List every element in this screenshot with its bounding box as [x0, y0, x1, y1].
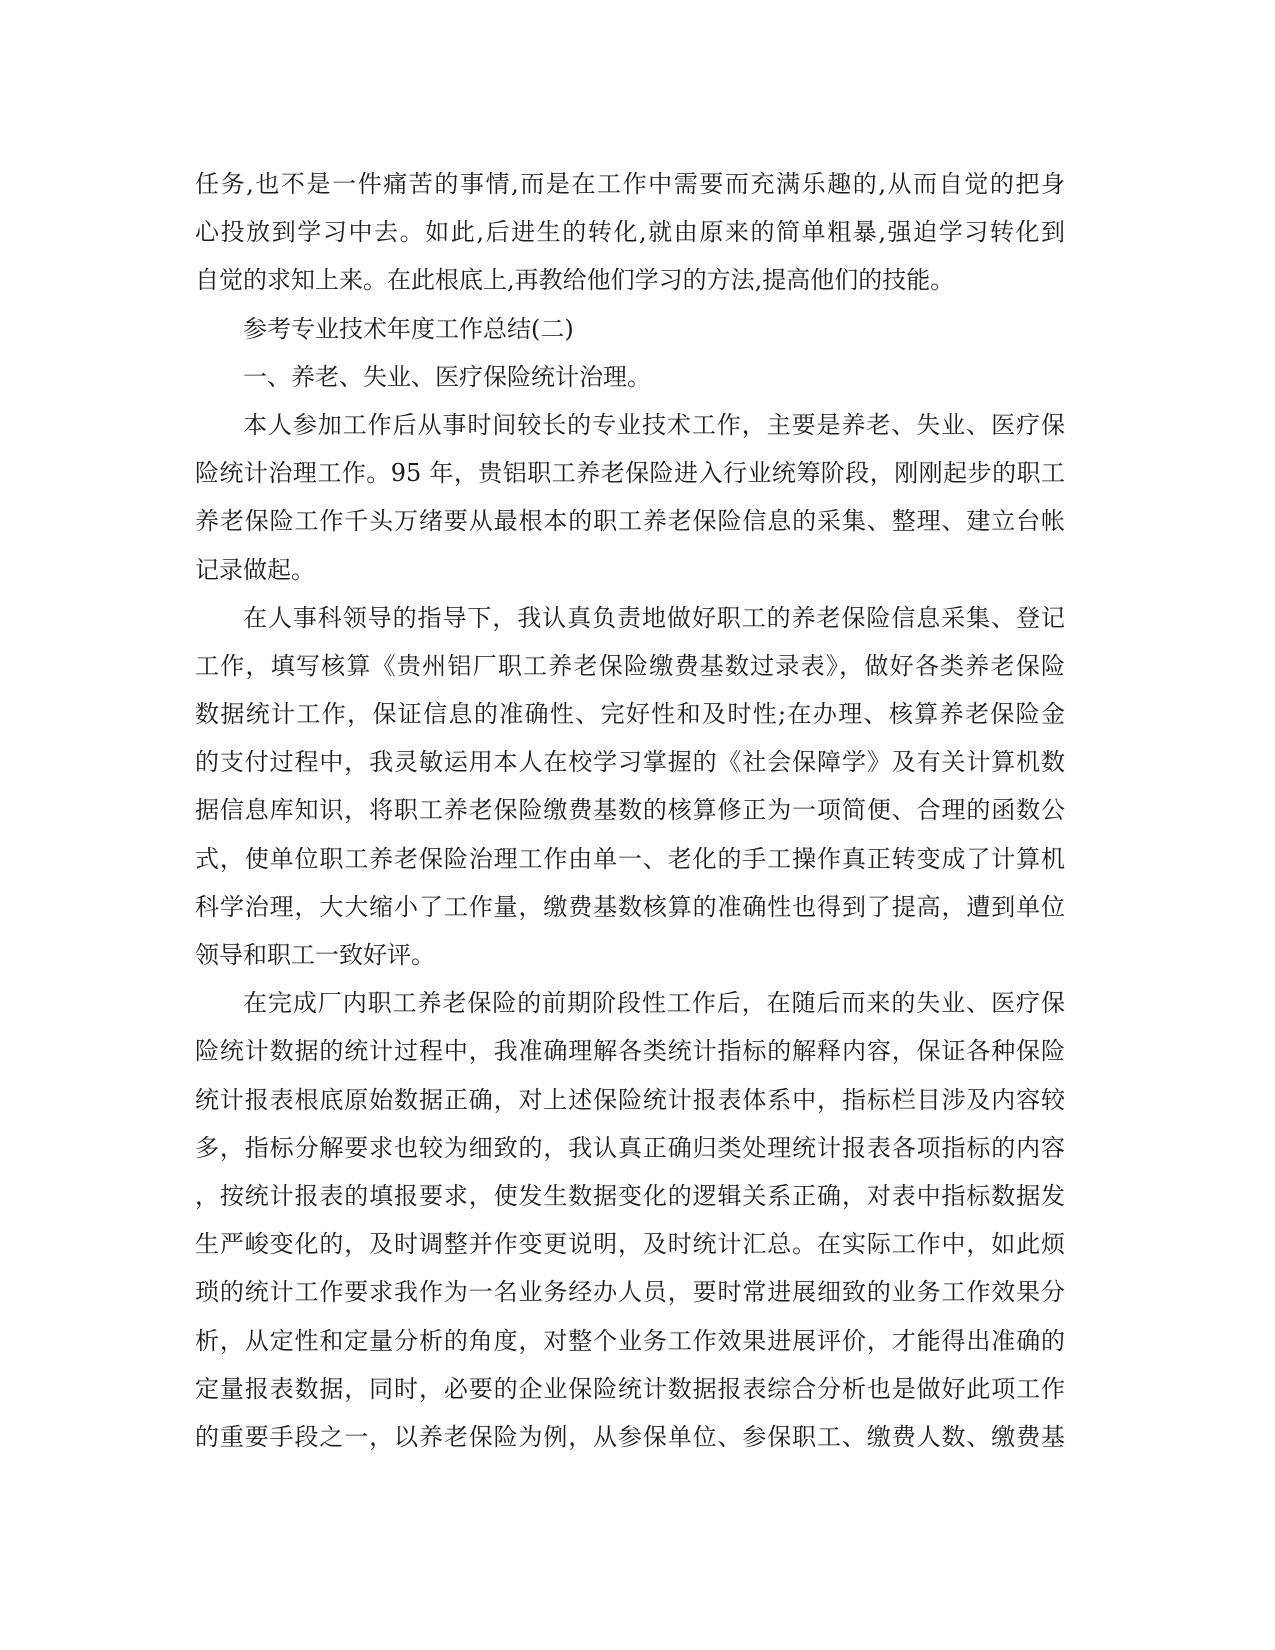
- paragraph-line: 养老保险工作千头万绪要从最根本的职工养老保险信息的采集、整理、建立台帐: [195, 507, 1065, 536]
- paragraph-line: 数据统计工作，保证信息的准确性、完好性和及时性;在办理、核算养老保险金: [195, 700, 1065, 729]
- paragraph-line: 领导和职工一致好评。: [195, 941, 435, 969]
- paragraph-line: 本人参加工作后从事时间较长的专业技术工作，主要是养老、失业、医疗保: [243, 410, 1065, 439]
- paragraph-line: 析，从定性和定量分析的角度，对整个业务工作效果进展评价，才能得出准确的: [195, 1326, 1065, 1355]
- paragraph-line: 的支付过程中，我灵敏运用本人在校学习掌握的《社会保障学》及有关计算机数: [195, 748, 1065, 777]
- document-body: [195, 160, 1065, 1461]
- section-heading: 一、养老、失业、医疗保险统计治理。: [243, 362, 651, 391]
- paragraph-line: 琐的统计工作要求我作为一名业务经办人员，要时常进展细致的业务工作效果分: [195, 1278, 1065, 1307]
- paragraph-line: 记录做起。: [195, 555, 315, 584]
- paragraph-line: 统计报表根底原始数据正确，对上述保险统计报表体系中，指标栏目涉及内容较: [195, 1085, 1065, 1114]
- paragraph-line: 多，指标分解要求也较为细致的，我认真正确归类处理统计报表各项指标的内容: [195, 1133, 1065, 1162]
- paragraph-line: 在完成厂内职工养老保险的前期阶段性工作后，在随后而来的失业、医疗保: [243, 989, 1065, 1018]
- paragraph-line: 自觉的求知上来。在此根底上,再教给他们学习的方法,提高他们的技能。: [195, 266, 955, 295]
- paragraph-line: 的重要手段之一，以养老保险为例，从参保单位、参保职工、缴费人数、缴费基: [195, 1422, 1065, 1451]
- paragraph-line: 工作，填写核算《贵州铝厂职工养老保险缴费基数过录表》，做好各类养老保险: [195, 651, 1065, 680]
- paragraph-line: 在人事科领导的指导下，我认真负责地做好职工的养老保险信息采集、登记: [243, 603, 1065, 632]
- paragraph-line: 任务,也不是一件痛苦的事情,而是在工作中需要而充满乐趣的,从而自觉的把身: [195, 170, 1065, 198]
- paragraph-line: 险统计数据的统计过程中，我准确理解各类统计指标的解释内容，保证各种保险: [195, 1037, 1065, 1066]
- paragraph-line: 险统计治理工作。95 年，贵铝职工养老保险进入行业统筹阶段，刚刚起步的职工: [195, 459, 1065, 488]
- paragraph-line: 心投放到学习中去。如此,后进生的转化,就由原来的简单粗暴,强迫学习转化到: [195, 218, 1065, 247]
- paragraph-line: 式，使单位职工养老保险治理工作由单一、老化的手工操作真正转变成了计算机: [195, 844, 1065, 873]
- paragraph-line: 生严峻变化的，及时调整并作变更说明，及时统计汇总。在实际工作中，如此烦: [195, 1230, 1065, 1259]
- section-title: 参考专业技术年度工作总结(二): [243, 314, 574, 343]
- paragraph-line: ，按统计报表的填报要求，使发生数据变化的逻辑关系正确，对表中指标数据发: [195, 1181, 1065, 1210]
- paragraph-line: 科学治理，大大缩小了工作量，缴费基数核算的准确性也得到了提高，遭到单位: [195, 892, 1065, 921]
- paragraph-line: 据信息库知识，将职工养老保险缴费基数的核算修正为一项简便、合理的函数公: [195, 796, 1065, 825]
- paragraph-line: 定量报表数据，同时，必要的企业保险统计数据报表综合分析也是做好此项工作: [195, 1374, 1065, 1403]
